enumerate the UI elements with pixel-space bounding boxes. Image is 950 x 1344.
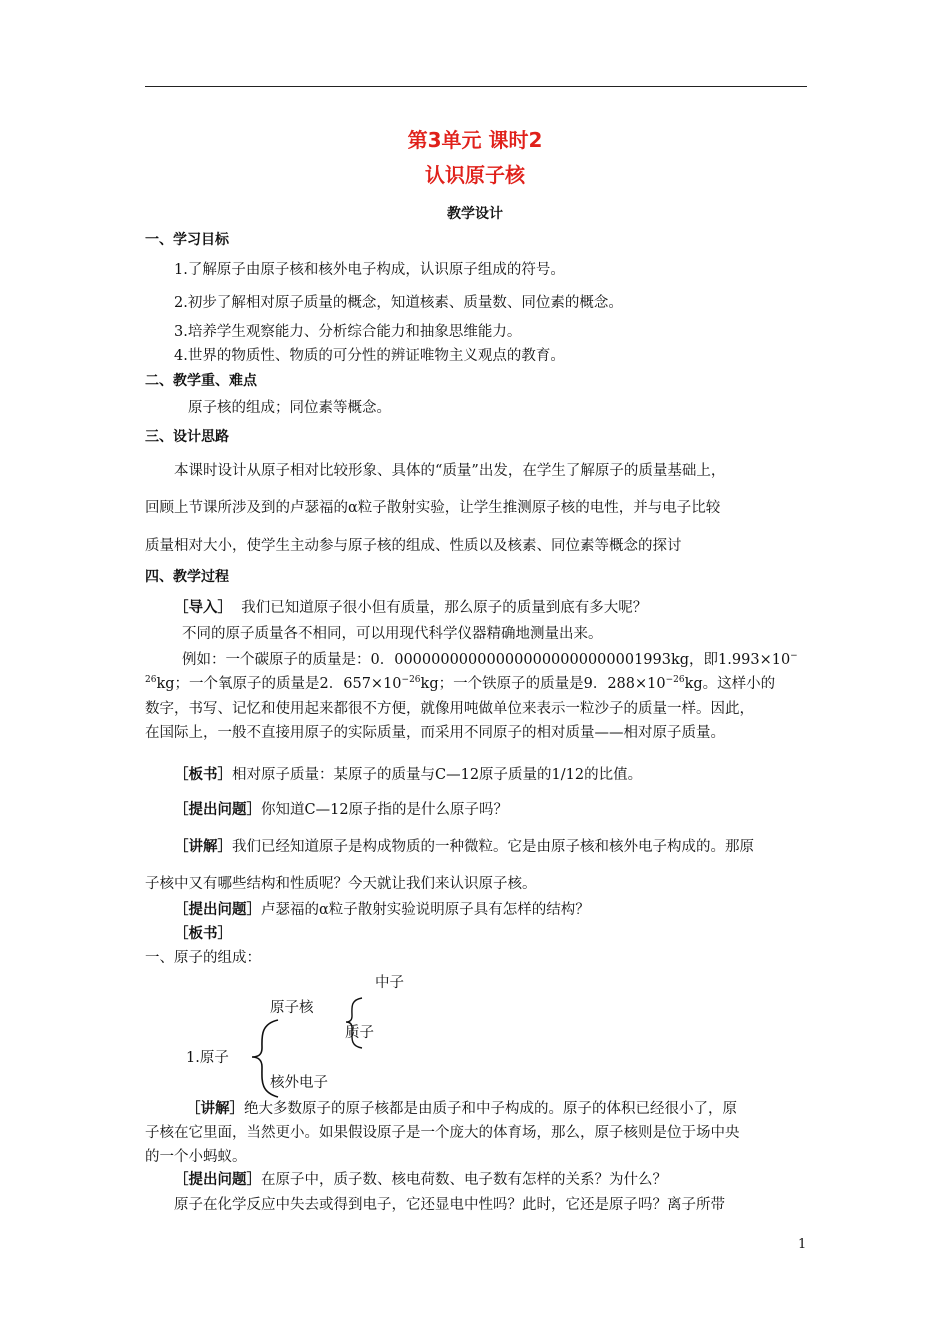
example-part-b: kg；一个氧原子的质量是2．657×10 <box>156 676 402 692</box>
goal-item: 2.初步了解相对原子质量的概念，知道核素、质量数、同位素的概念。 <box>174 295 623 311</box>
intro-text: 我们已知道原子很小但有质量，那么原子的质量到底有多大呢？ <box>241 600 648 616</box>
last-line: 原子在化学反应中失去或得到电子，它还显电中性吗？此时，它还是原子吗？离子所带 <box>174 1197 725 1213</box>
goal-item: 4.世界的物质性、物质的可分性的辨证唯物主义观点的教育。 <box>174 348 565 364</box>
question2-text: 卢瑟福的α粒子散射实验说明原子具有怎样的结构？ <box>261 902 590 918</box>
diagram-nucleus: 原子核 <box>270 1000 314 1016</box>
example-part-c: kg；一个铁原子的质量是9．288×10 <box>420 676 666 692</box>
brace-small <box>346 998 362 1048</box>
section-goals-heading: 一、学习目标 <box>145 232 229 248</box>
intro-label: ［导入］ <box>174 599 232 616</box>
exponent-sign: − <box>790 651 798 661</box>
design-line: 回顾上节课所涉及到的卢瑟福的α粒子散射实验，让学生推测原子核的电性，并与电子比较 <box>145 500 721 516</box>
intro-line2: 不同的原子质量各不相同，可以用现代科学仪器精确地测量出来。 <box>182 626 603 642</box>
exponent-value: −26 <box>401 675 421 685</box>
board2-label: ［板书］ <box>174 925 232 942</box>
explain2-line3: 的一个小蚂蚁。 <box>145 1149 247 1165</box>
section-process-heading: 四、教学过程 <box>145 569 229 585</box>
exponent-value: 26 <box>145 675 157 685</box>
explain1-line2: 子核中又有哪些结构和性质呢？今天就让我们来认识原子核。 <box>145 876 537 892</box>
question3-paragraph <box>174 1168 667 1189</box>
diagram-neutron: 中子 <box>375 975 404 991</box>
process-line5: 在国际上，一般不直接用原子的实际质量，而采用不同原子的相对质量——相对原子质量。 <box>145 725 725 741</box>
page-number: 1 <box>798 1237 807 1252</box>
example-part-a: 例如：一个碳原子的质量是：0．000000000000000000000000001993kg，即1.993×10 <box>182 652 791 668</box>
example-part-d: kg。这样小的 <box>684 676 776 692</box>
question3-label: ［提出问题］ <box>174 1171 261 1188</box>
keypoints-text: 原子核的组成；同位素等概念。 <box>188 400 391 416</box>
page-title: 第3单元 课时2 <box>407 128 543 152</box>
section-keypoints-heading: 二、教学重、难点 <box>145 373 257 389</box>
explain1-text: 我们已经知道原子是构成物质的一种微粒。它是由原子核和核外电子构成的。那原 <box>232 839 754 855</box>
explain2-paragraph <box>186 1097 737 1118</box>
process-line4: 数字，书写、记忆和使用起来都很不方便，就像用吨做单位来表示一粒沙子的质量一样。因此， <box>145 701 754 717</box>
diagram-electrons: 核外电子 <box>270 1075 328 1091</box>
board1-label: ［板书］ <box>174 766 232 783</box>
question3-text: 在原子中，质子数、核电荷数、电子数有怎样的关系？为什么？ <box>261 1172 667 1188</box>
explain2-text: 绝大多数原子的原子核都是由质子和中子构成的。原子的体积已经很小了，原 <box>244 1101 737 1117</box>
page-subtitle: 认识原子核 <box>425 163 525 187</box>
question1-label: ［提出问题］ <box>174 801 261 818</box>
question1-text: 你知道C—12原子指的是什么原子吗？ <box>261 802 509 818</box>
explain2-label: ［讲解］ <box>186 1100 244 1117</box>
composition-title: 一、原子的组成： <box>145 950 261 966</box>
diagram-proton: 质子 <box>345 1025 374 1041</box>
explain1-label: ［讲解］ <box>174 838 232 855</box>
design-line: 本课时设计从原子相对比较形象、具体的“质量”出发，在学生了解原子的质量基础上， <box>174 463 726 479</box>
goal-item: 1.了解原子由原子核和核外电子构成，认识原子组成的符号。 <box>174 262 565 278</box>
doc-type-label: 教学设计 <box>447 206 503 222</box>
diagram-atom: 1.原子 <box>186 1050 229 1066</box>
brace-large <box>252 1020 278 1097</box>
board1-text: 相对原子质量：某原子的质量与C—12原子质量的1/12的比值。 <box>232 767 643 783</box>
section-design-heading: 三、设计思路 <box>145 429 229 445</box>
explain2-line2: 子核在它里面，当然更小。如果假设原子是一个庞大的体育场，那么，原子核则是位于场中央 <box>145 1125 740 1141</box>
goal-item: 3.培养学生观察能力、分析综合能力和抽象思维能力。 <box>174 324 522 340</box>
question2-label: ［提出问题］ <box>174 901 261 918</box>
exponent-value: −26 <box>665 675 685 685</box>
design-line: 质量相对大小，使学生主动参与原子核的组成、性质以及核素、同位素等概念的探讨 <box>145 538 682 554</box>
